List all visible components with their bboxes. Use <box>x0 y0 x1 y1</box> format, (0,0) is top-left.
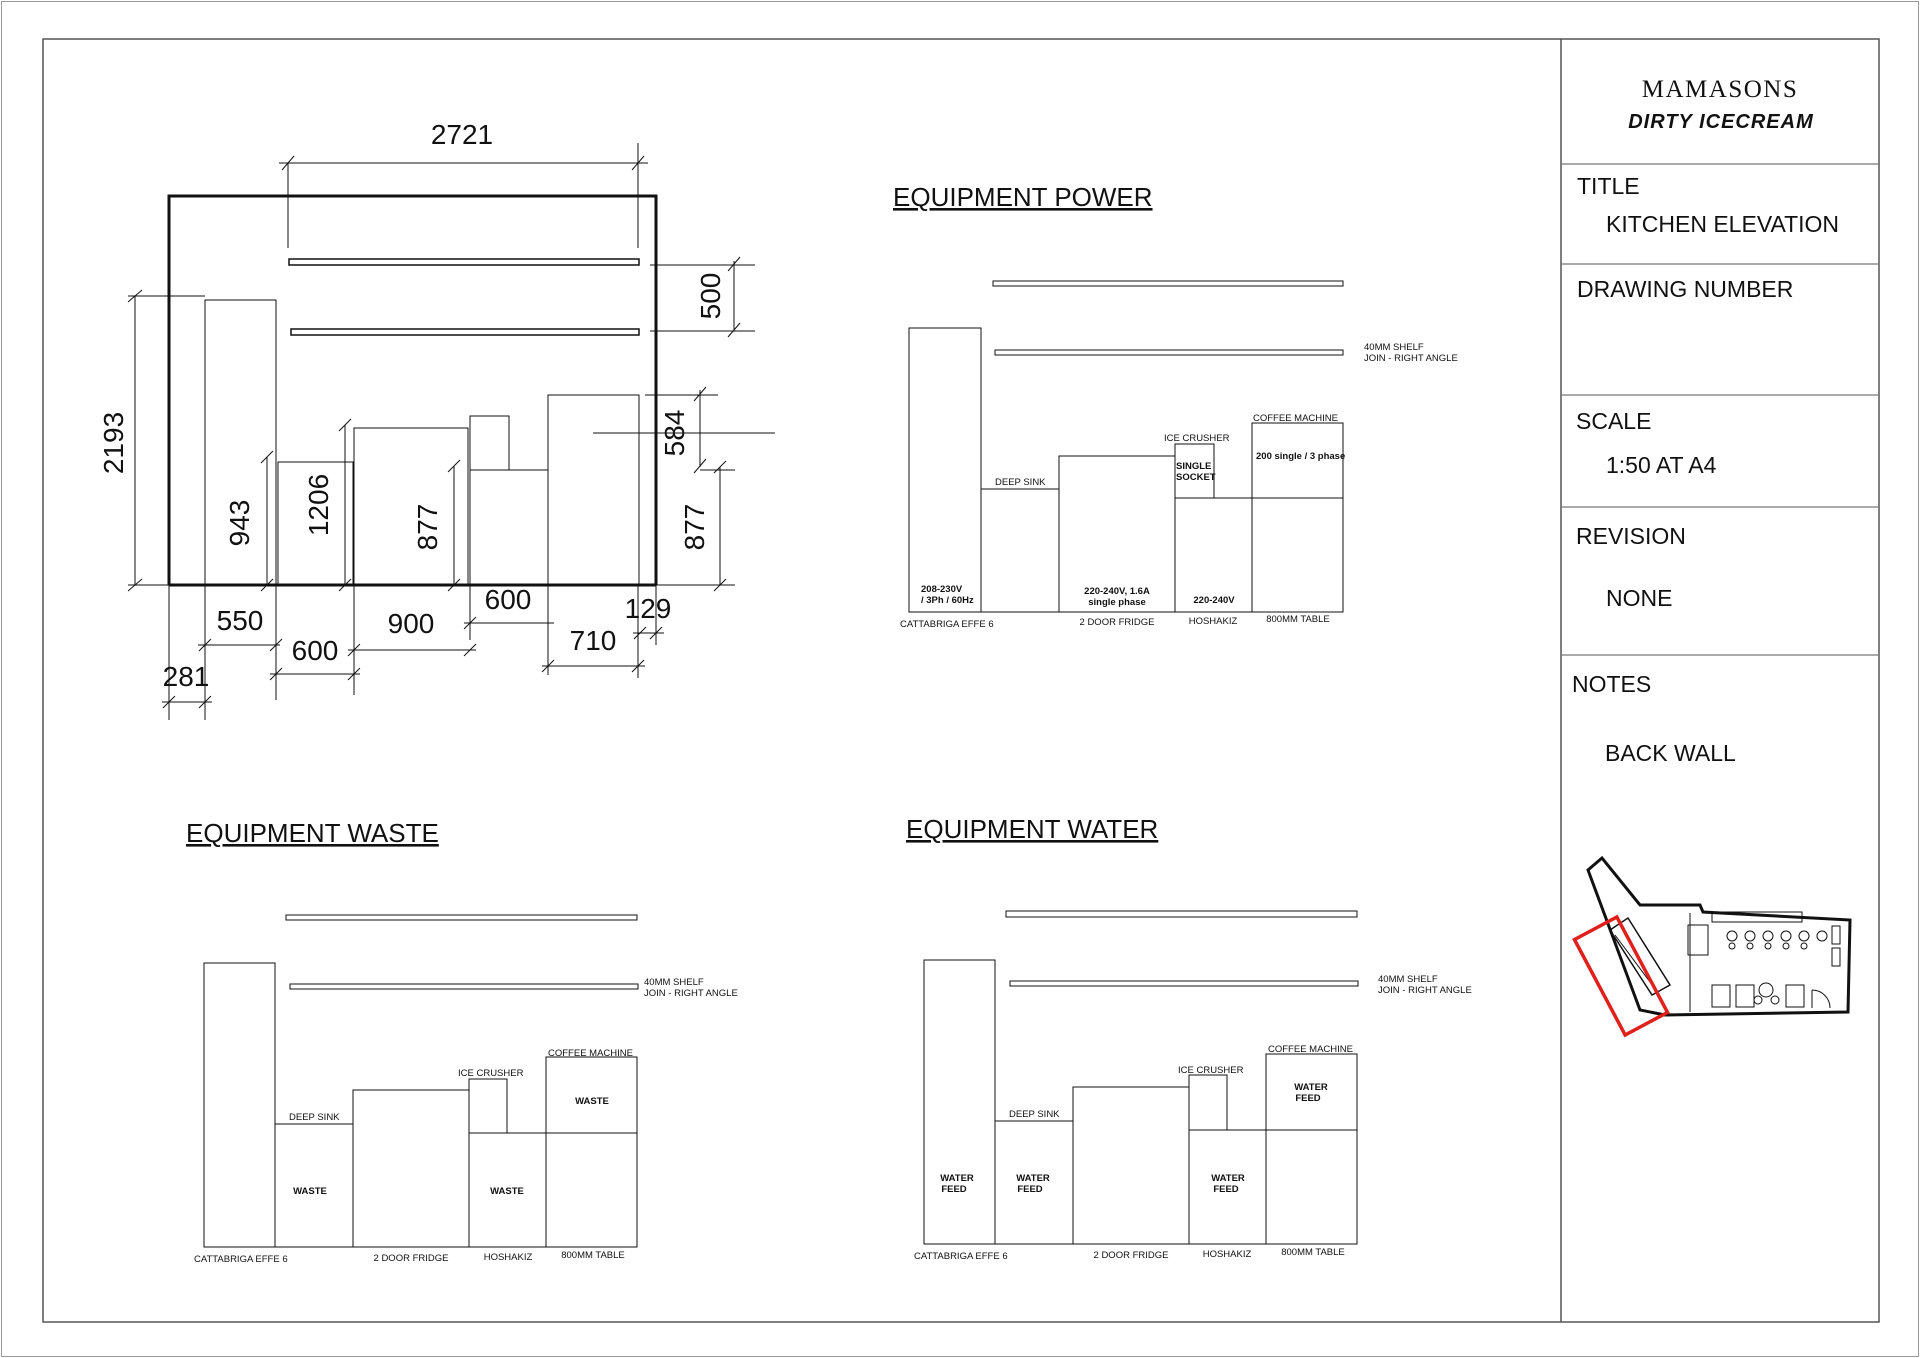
scale-label: SCALE <box>1576 408 1652 434</box>
water-label-fridge: 2 DOOR FRIDGE <box>1093 1250 1169 1261</box>
equipment-waste-drawing <box>204 915 638 1247</box>
equipment-power-heading: EQUIPMENT POWER <box>893 182 1153 212</box>
key-plan <box>1574 858 1850 1035</box>
dim-height: 2193 <box>98 411 129 475</box>
power-fridge-spec-1: 220-240V, 1.6A <box>1084 586 1150 597</box>
equipment-waste-labels <box>194 977 738 1265</box>
water-feed-effe-2: FEED <box>941 1184 967 1195</box>
water-feed-coffee-1: WATER <box>1294 1082 1328 1093</box>
dim-281: 281 <box>162 661 210 692</box>
waste-label-fridge: 2 DOOR FRIDGE <box>373 1253 449 1264</box>
equipment-water-heading: EQUIPMENT WATER <box>906 814 1159 844</box>
elevation-dimension-labels <box>98 119 726 692</box>
title-label: TITLE <box>1577 173 1640 199</box>
power-shelf-note-2: JOIN - RIGHT ANGLE <box>1364 353 1458 364</box>
dim-550: 550 <box>216 605 264 636</box>
waste-coffee-machine-label: COFFEE MACHINE <box>548 1048 633 1059</box>
power-effe-spec-2: / 3Ph / 60Hz <box>921 595 974 606</box>
revision-value: NONE <box>1606 585 1673 611</box>
power-fridge-spec-2: single phase <box>1088 597 1146 608</box>
waste-shelf-note-2: JOIN - RIGHT ANGLE <box>644 988 738 999</box>
equipment-power-labels <box>900 342 1458 630</box>
waste-sink-marker: WASTE <box>293 1186 327 1197</box>
dim-584: 584 <box>659 409 690 457</box>
notes-value: BACK WALL <box>1605 740 1736 766</box>
water-shelf-note-2: JOIN - RIGHT ANGLE <box>1378 985 1472 996</box>
water-label-hoshakiz: HOSHAKIZ <box>1202 1249 1252 1260</box>
dim-710: 710 <box>569 625 617 656</box>
waste-hoshakiz-marker: WASTE <box>490 1186 524 1197</box>
drawing-number-label: DRAWING NUMBER <box>1577 276 1794 302</box>
water-feed-sink-1: WATER <box>1016 1173 1050 1184</box>
dim-900: 900 <box>387 608 435 639</box>
power-coffee-spec: 200 single / 3 phase <box>1256 451 1346 462</box>
equipment-water-drawing <box>924 911 1358 1244</box>
waste-label-table: 800MM TABLE <box>561 1250 625 1261</box>
equipment-waste-heading: EQUIPMENT WASTE <box>186 818 439 848</box>
water-label-table: 800MM TABLE <box>1281 1247 1345 1258</box>
power-deep-sink-label: DEEP SINK <box>995 477 1046 488</box>
power-label-effe: CATTABRIGA EFFE 6 <box>900 619 994 630</box>
dim-877-fridge: 877 <box>412 503 443 551</box>
notes-label: NOTES <box>1572 671 1652 697</box>
waste-label-hoshakiz: HOSHAKIZ <box>483 1252 533 1263</box>
water-coffee-machine-label: COFFEE MACHINE <box>1268 1044 1353 1055</box>
water-feed-coffee-2: FEED <box>1295 1093 1321 1104</box>
dim-600-b: 600 <box>484 584 532 615</box>
waste-coffee-marker: WASTE <box>575 1096 609 1107</box>
water-feed-effe-1: WATER <box>940 1173 974 1184</box>
water-feed-sink-2: FEED <box>1017 1184 1043 1195</box>
equipment-water-labels <box>914 974 1472 1262</box>
brand-subtitle: DIRTY ICECREAM <box>1628 111 1814 133</box>
water-ice-crusher-label: ICE CRUSHER <box>1178 1065 1244 1076</box>
power-ice-crusher-label: ICE CRUSHER <box>1164 433 1230 444</box>
dim-129: 129 <box>624 593 672 624</box>
title-value: KITCHEN ELEVATION <box>1606 211 1840 237</box>
power-hoshakiz-spec: 220-240V <box>1193 595 1235 606</box>
waste-shelf-note-1: 40MM SHELF <box>644 977 704 988</box>
equipment-power-drawing <box>909 281 1346 612</box>
power-label-fridge: 2 DOOR FRIDGE <box>1079 617 1155 628</box>
dim-total-width: 2721 <box>430 119 494 150</box>
dim-877-table: 877 <box>679 503 710 551</box>
title-block <box>1561 76 1879 1035</box>
revision-label: REVISION <box>1576 523 1686 549</box>
water-deep-sink-label: DEEP SINK <box>1009 1109 1060 1120</box>
brand-name: MAMASONS <box>1641 76 1799 103</box>
waste-ice-crusher-label: ICE CRUSHER <box>458 1068 524 1079</box>
power-label-hoshakiz: HOSHAKIZ <box>1188 616 1238 627</box>
power-shelf-note-1: 40MM SHELF <box>1364 342 1424 353</box>
dim-shelf-gap: 500 <box>695 272 726 320</box>
water-label-effe: CATTABRIGA EFFE 6 <box>914 1251 1008 1262</box>
waste-label-effe: CATTABRIGA EFFE 6 <box>194 1254 288 1265</box>
power-single-socket-2: SOCKET <box>1176 472 1216 483</box>
power-effe-spec-1: 208-230V <box>921 584 963 595</box>
water-feed-hoshakiz-1: WATER <box>1211 1173 1245 1184</box>
dim-943: 943 <box>224 499 255 547</box>
water-shelf-note-1: 40MM SHELF <box>1378 974 1438 985</box>
scale-value: 1:50 AT A4 <box>1606 452 1717 478</box>
power-label-table: 800MM TABLE <box>1266 614 1330 625</box>
waste-deep-sink-label: DEEP SINK <box>289 1112 340 1123</box>
dim-1206: 1206 <box>303 473 334 537</box>
power-single-socket-1: SINGLE <box>1176 461 1212 472</box>
dim-600-a: 600 <box>291 635 339 666</box>
key-plan-highlight <box>1574 917 1667 1035</box>
power-coffee-machine-label: COFFEE MACHINE <box>1253 413 1338 424</box>
water-feed-hoshakiz-2: FEED <box>1213 1184 1239 1195</box>
